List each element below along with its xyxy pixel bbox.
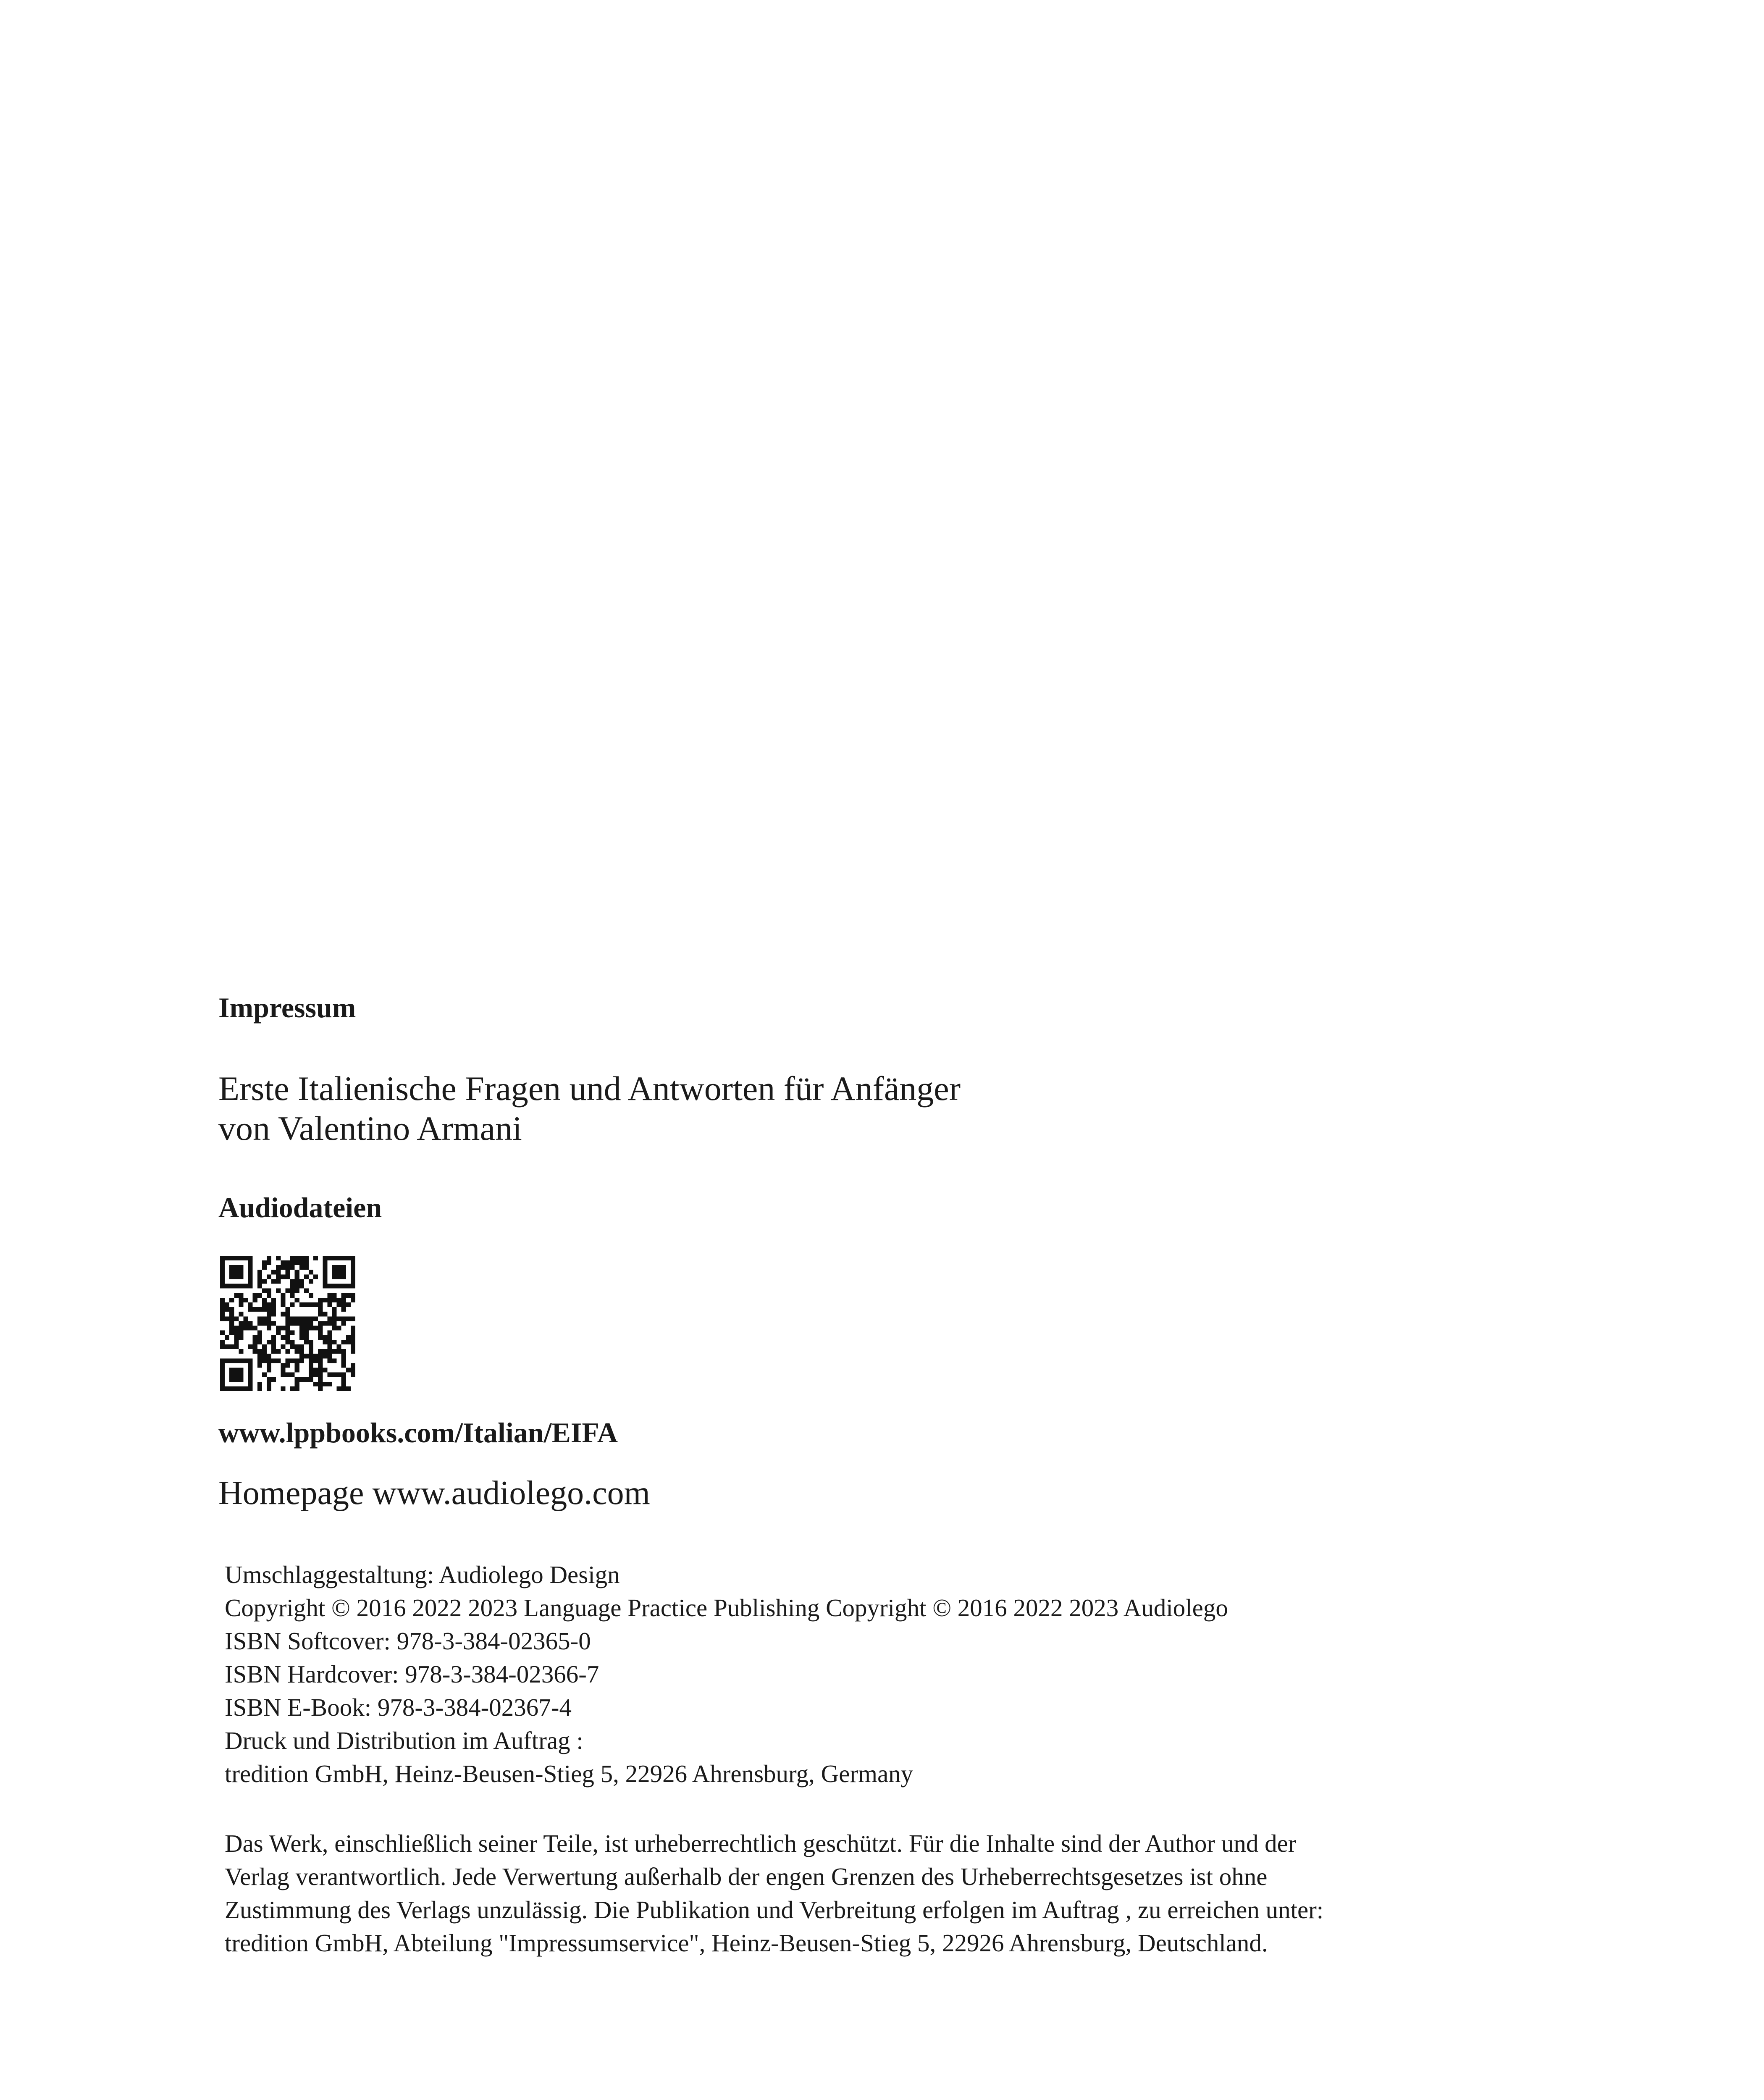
legal-line: Das Werk, einschließlich seiner Teile, ist urheberrechtlich geschützt. Für die Inhalte sind der Author und der xyxy=(225,1830,1297,1857)
impressum-heading: Impressum xyxy=(218,992,356,1024)
credit-line: Druck und Distribution im Auftrag : xyxy=(225,1727,583,1754)
legal-line: Verlag verantwortlich. Jede Verwertung außerhalb der engen Grenzen des Urheberrechtsgesetzes ist ohne xyxy=(225,1863,1268,1890)
legal-line: Zustimmung des Verlags unzulässig. Die Publikation und Verbreitung erfolgen im Auftrag , zu erreichen unter: xyxy=(225,1896,1324,1924)
credits-block xyxy=(225,1558,1228,1790)
homepage-line[interactable]: Homepage www.audiolego.com xyxy=(218,1475,650,1512)
book-author: von Valentino Armani xyxy=(218,1109,522,1147)
credit-line: ISBN E-Book: 978-3-384-02367-4 xyxy=(225,1693,572,1721)
credit-line: tredition GmbH, Heinz-Beusen-Stieg 5, 22926 Ahrensburg, Germany xyxy=(225,1760,914,1788)
audio-heading: Audiodateien xyxy=(218,1192,382,1223)
credit-line: Umschlaggestaltung: Audiolego Design xyxy=(225,1561,620,1588)
legal-line: tredition GmbH, Abteilung "Impressumservice", Heinz-Beusen-Stieg 5, 22926 Ahrensburg, Deutschland. xyxy=(225,1929,1268,1957)
qr-code-icon xyxy=(220,1256,355,1391)
book-title: Erste Italienische Fragen und Antworten für Anfänger xyxy=(218,1069,961,1108)
audio-url[interactable]: www.lppbooks.com/Italian/EIFA xyxy=(218,1417,618,1449)
credit-line: ISBN Hardcover: 978-3-384-02366-7 xyxy=(225,1660,599,1688)
credit-line: Copyright © 2016 2022 2023 Language Practice Publishing Copyright © 2016 2022 2023 Audiolego xyxy=(225,1594,1228,1622)
credit-line: ISBN Softcover: 978-3-384-02365-0 xyxy=(225,1627,591,1655)
legal-block xyxy=(225,1827,1323,1960)
